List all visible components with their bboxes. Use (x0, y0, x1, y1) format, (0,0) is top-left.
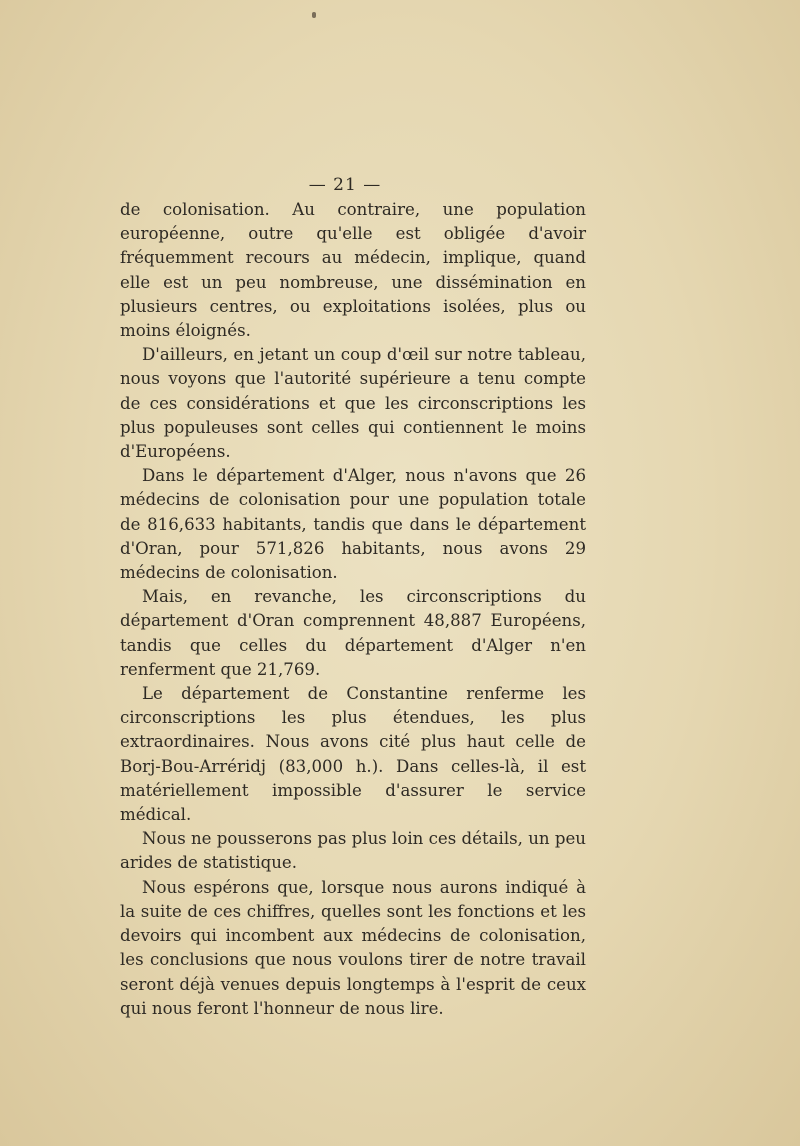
paragraph-1: de colonisation. Au contraire, une population européenne, outre qu'elle est obligée d'avoir fréquemment recours au médecin, implique, quand elle est un peu nombreuse, une dissémination en plusieurs centres, ou exploitations isolées, plus ou moins éloignés. (120, 200, 586, 341)
paragraph-7: Nous espérons que, lorsque nous aurons indiqué à la suite de ces chiffres, quelles sont les fonctions et les devoirs qui incombent aux médecins de colonisation, les conclusions que nous voulons tirer de notre travail seront déjà venues depuis longtemps à l'esprit de ceux qui nous feront l'honneur de nous lire. (120, 877, 586, 1018)
paragraph-4: Mais, en revanche, les circonscriptions du département d'Oran comprennent 48,887 Européens, tandis que celles du département d'Alger n'en renferment que 21,769. (120, 587, 586, 679)
paper-speck (312, 12, 316, 18)
paragraph-3: Dans le département d'Alger, nous n'avons que 26 médecins de colonisation pour une population totale de 816,633 habitants, tandis que dans le département d'Oran, pour 571,826 habitants, nous avons 29 médecins de colonisation. (120, 466, 586, 583)
paragraph-2: D'ailleurs, en jetant un coup d'œil sur notre tableau, nous voyons que l'autorité supérieure a tenu compte de ces considérations et que les circonscriptions les plus populeuses sont celles qui contiennent le moins d'Européens. (120, 345, 586, 462)
paragraph-5: Le département de Constantine renferme les circonscriptions les plus étendues, les plus extraordinaires. Nous avons cité plus haut celle de Borj-Bou-Arréridj (83,000 h.). Dans celles-là, il est matériellement impossible d'assurer le service médical. (120, 684, 586, 825)
body-text (120, 198, 586, 1021)
paragraph-6: Nous ne pousserons pas plus loin ces détails, un peu arides de statistique. (120, 829, 586, 873)
page-number: — 21 — (308, 175, 382, 195)
